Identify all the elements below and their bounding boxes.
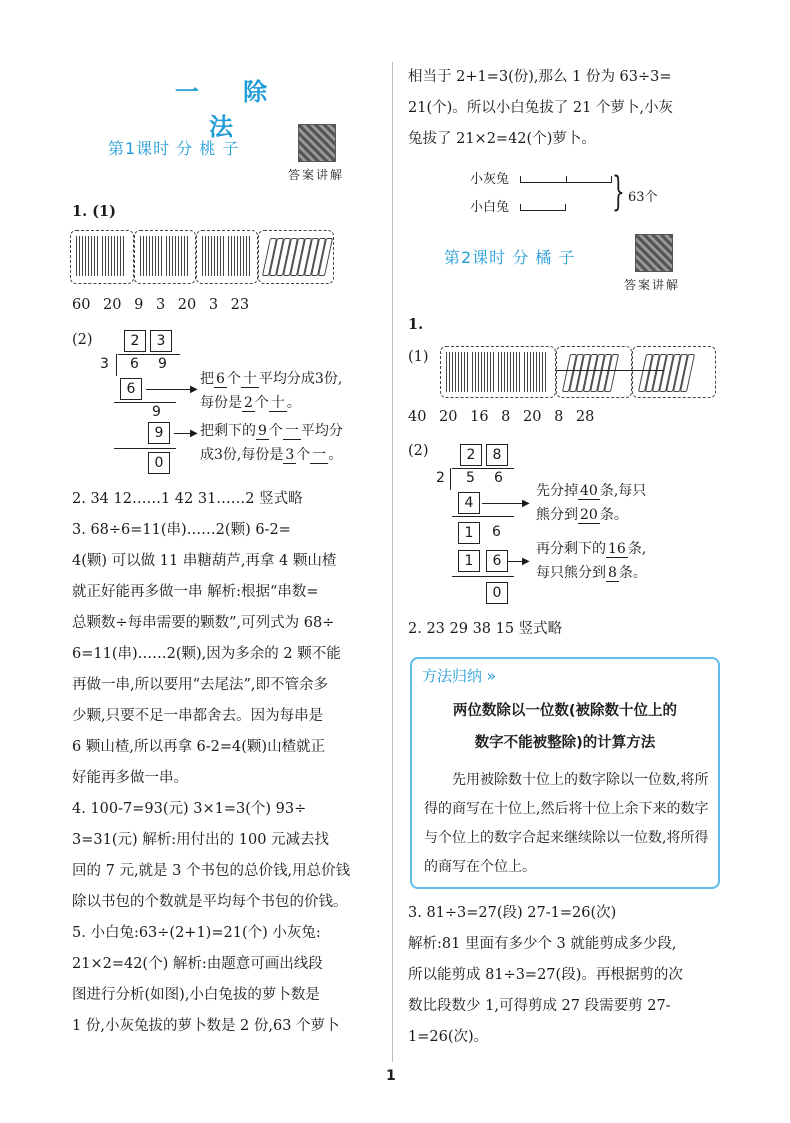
division-note-2: [536, 502, 628, 528]
r-q1-1-label: (1): [408, 349, 429, 365]
rest-digit: 6: [492, 524, 501, 540]
right-top-lines: [408, 62, 728, 155]
column-divider: [392, 62, 393, 1062]
divisor: 3: [100, 356, 109, 372]
white-segment: [520, 210, 566, 211]
step-box: 1: [458, 550, 480, 572]
segment-tick: [566, 176, 567, 183]
note-text: 条。: [599, 507, 628, 523]
stick-bundle: [140, 236, 162, 276]
answer-line: 5. 小白兔:63÷(2+1)=21(个) 小灰兔:: [72, 925, 321, 941]
answer-line: 就正好能再多做一串 解析:根据“串数=: [72, 584, 319, 600]
step-box: 6: [486, 550, 508, 572]
note-blank: 16: [608, 541, 626, 557]
division-bracket: [450, 468, 451, 490]
division-bar: [452, 468, 514, 469]
answer-line: 3=31(元) 解析:用付出的 100 元减去找: [72, 832, 330, 848]
total-label: 63个: [628, 190, 658, 205]
note-text: 成3份,每份是: [200, 447, 284, 463]
q1-label: [72, 196, 116, 228]
answer-line: 数比段数少 1,可得剪成 27 段需要剪 27-: [408, 998, 671, 1014]
note-blank: 6: [216, 371, 225, 387]
answer-line: 21(个)。所以小白兔拔了 21 个萝卜,小灰: [408, 100, 674, 116]
segment-tick: [520, 204, 521, 211]
note-text: 平均分: [300, 423, 343, 439]
stick-bundle: [228, 236, 250, 276]
step-box: 9: [148, 422, 170, 444]
note-text: 个: [254, 395, 269, 411]
gray-rabbit-label: 小灰兔: [470, 172, 510, 187]
step-box: 6: [120, 378, 142, 400]
chapter-title: 一 除 法: [174, 78, 286, 141]
method-body-text: 先用被除数十位上的数字除以一位数,将所得的商写在十位上,然后将十位上余下来的数字与个位上的数字合起来继续除以一位数,将所得的商写在个位上。: [424, 772, 709, 875]
answer-line: 好能再多做一串。: [72, 770, 188, 786]
rest-box: 1: [458, 522, 480, 544]
remainder-box: 0: [486, 582, 508, 604]
right-q3-lines: [408, 898, 728, 1053]
answer-line: 少颗,只要不足一串都舍去。因为每串是: [72, 708, 324, 724]
arrow-line: [482, 503, 526, 504]
division-note-3: [200, 418, 343, 444]
division-bar: [118, 354, 180, 355]
note-blank: 一: [312, 447, 327, 463]
division-note-1: [536, 478, 646, 504]
note-text: 个: [268, 423, 283, 439]
note-blank: 8: [608, 565, 617, 581]
note-text: 条,: [627, 541, 647, 557]
answer-line: 4. 100-7=93(元) 3×1=3(个) 93÷: [72, 801, 307, 817]
answer-line: 总颗数÷每串需要的颗数”,可列式为 68÷: [72, 615, 335, 631]
note-text: 条。: [618, 565, 647, 581]
method-tag: 方法归纳 »: [422, 667, 496, 685]
dividend-digit: 6: [494, 470, 503, 486]
q1-2-label: (2): [72, 332, 93, 348]
segment-tick: [565, 204, 566, 211]
divisor: 2: [436, 470, 445, 486]
lesson2-title: 第2课时 分 橘 子: [444, 248, 576, 267]
method-body: [424, 766, 712, 882]
answer-line: 1 份,小灰兔拔的萝卜数是 2 份,63 个萝卜: [72, 1018, 340, 1034]
arrow-head-icon: ▶: [190, 384, 198, 395]
answer-line: 6 颗山楂,所以再拿 6-2=4(颗)山楂就正: [72, 739, 326, 755]
lesson2-qr-label: 答案讲解: [624, 278, 681, 292]
note-blank: 3: [285, 447, 295, 463]
lesson1-qr-label: 答案讲解: [288, 168, 345, 182]
note-text: 个: [296, 447, 311, 463]
answer-line: 4(颗) 可以做 11 串糖葫芦,再拿 4 颗山楂: [72, 553, 337, 569]
rest-digit: 9: [152, 404, 161, 420]
qr-code-icon[interactable]: [298, 124, 336, 162]
division-note-1: [200, 366, 342, 392]
qr-code-icon[interactable]: [635, 234, 673, 272]
answer-line: 3. 81÷3=27(段) 27-1=26(次): [408, 905, 617, 921]
quotient-digit: 8: [486, 444, 508, 466]
answer-line: 再做一串,所以要用“去尾法”,即不管余多: [72, 677, 329, 693]
note-blank: 十: [270, 395, 285, 411]
answer-line: 兔拔了 21×2=42(个)萝卜。: [408, 131, 596, 147]
note-text: 条,每只: [599, 483, 647, 499]
method-summary-box: [410, 657, 720, 889]
answer-line: 所以能剪成 81÷3=27(段)。再根据剪的次: [408, 967, 683, 983]
note-text: 每只熊分到: [536, 565, 606, 581]
answer-line: 除以书包的个数就是平均每个书包的价钱。: [72, 894, 348, 910]
q1-label-text: 1. (1): [72, 203, 116, 220]
answer-line: 回的 7 元,就是 3 个书包的总价钱,用总价钱: [72, 863, 351, 879]
arrow-head-icon: ▶: [522, 498, 530, 509]
division-note-4: [200, 442, 342, 468]
answer-line: 3. 68÷6=11(串)……2(颗) 6-2=: [72, 522, 291, 538]
stick-bundle: [76, 236, 98, 276]
answer-line: 2. 34 12……1 42 31……2 竖式略: [72, 491, 303, 507]
note-blank: 2: [244, 395, 253, 411]
arrow-line: [146, 389, 194, 390]
answer-line: 6=11(串)……2(颗),因为多余的 2 颗不能: [72, 646, 341, 662]
white-rabbit-label: 小白兔: [470, 200, 510, 215]
answer-line: 1=26(次)。: [408, 1029, 489, 1045]
dividend-digit: 6: [130, 356, 139, 372]
dividend-digit: 5: [466, 470, 475, 486]
method-heading-2: 数字不能被整除)的计算方法: [474, 735, 656, 751]
stick-bundle: [102, 236, 124, 276]
step-line: [452, 576, 514, 577]
quotient-digit: 2: [124, 330, 146, 352]
division-note-2: [200, 390, 301, 416]
step-box: 4: [458, 492, 480, 514]
stick-bundle: [472, 352, 494, 392]
r-q1-label: 1.: [408, 316, 424, 333]
stick-bundle: [202, 236, 224, 276]
stick-bundle: [166, 236, 188, 276]
note-text: 个: [226, 371, 241, 387]
quotient-digit: 2: [460, 444, 482, 466]
left-answer-lines: [72, 484, 382, 1042]
answer-line: 解析:81 里面有多少个 3 就能剪成多少段,: [408, 936, 677, 952]
stick-bundle: [524, 352, 546, 392]
step-line: [114, 448, 176, 449]
r-q1-2-label: (2): [408, 443, 429, 459]
divider-line: [556, 370, 664, 371]
note-text: 把: [200, 371, 214, 387]
note-blank: 40: [580, 483, 598, 499]
division-note-3: [536, 536, 646, 562]
note-text: 每份是: [200, 395, 242, 411]
method-heading-1: 两位数除以一位数(被除数十位上的: [452, 703, 678, 719]
note-blank: 一: [284, 423, 299, 439]
note-text: 把剩下的: [200, 423, 256, 439]
note-blank: 20: [580, 507, 598, 523]
note-text: 先分掉: [536, 483, 578, 499]
arrow-head-icon: ▶: [190, 428, 198, 439]
note-text: 。: [286, 395, 301, 411]
division-note-4: [536, 560, 647, 586]
q1-numbers: 60 20 9 3 20 3 23: [72, 297, 250, 313]
division-bracket: [116, 354, 117, 376]
note-text: 。: [328, 447, 343, 463]
answer-line: 图进行分析(如图),小白兔拔的萝卜数是: [72, 987, 320, 1003]
note-text: 熊分到: [536, 507, 578, 523]
stick-bundle: [498, 352, 520, 392]
note-blank: 9: [258, 423, 267, 439]
answer-line: 21×2=42(个) 解析:由题意可画出线段: [72, 956, 323, 972]
note-text: 再分剩下的: [536, 541, 606, 557]
r-q2-line: 2. 23 29 38 15 竖式略: [408, 621, 563, 637]
quotient-digit: 3: [150, 330, 172, 352]
r-q1-numbers: 40 20 16 8 20 8 28: [408, 409, 595, 425]
brace-icon: }: [612, 169, 625, 215]
page-number: 1: [386, 1068, 396, 1084]
segment-tick: [520, 176, 521, 183]
note-blank: 十: [242, 371, 257, 387]
remainder-box: 0: [148, 452, 170, 474]
dividend-digit: 9: [158, 356, 167, 372]
stick-bundle: [446, 352, 468, 392]
step-line: [452, 516, 514, 517]
note-text: 平均分成3份,: [258, 371, 343, 387]
lesson1-title: 第1课时 分 桃 子: [108, 139, 240, 158]
answer-line: 相当于 2+1=3(份),那么 1 份为 63÷3=: [408, 69, 672, 85]
step-line: [114, 402, 176, 403]
arrow-head-icon: ▶: [522, 556, 530, 567]
